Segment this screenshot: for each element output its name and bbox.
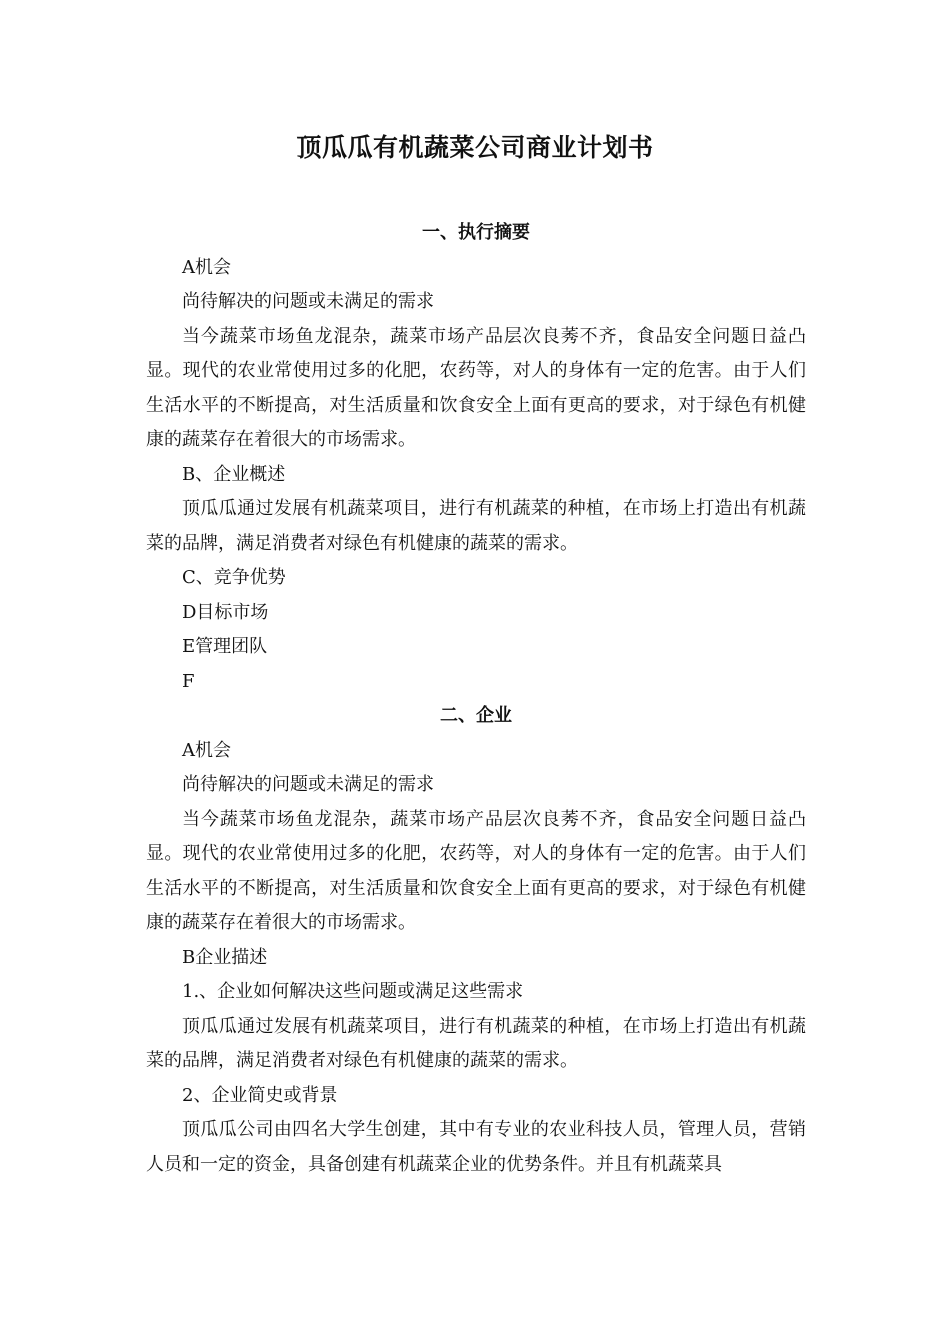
paragraph-company-overview: 顶瓜瓜通过发展有机蔬菜项目，进行有机蔬菜的种植，在市场上打造出有机蔬菜的品牌，满足消费者对绿色有机健康的蔬菜的需求。	[146, 498, 806, 554]
subheading-opportunity-2: A机会	[182, 739, 231, 761]
paragraph-company-history: 顶瓜瓜公司由四名大学生创建，其中有专业的农业科技人员，管理人员，营销人员和一定的资金，具备创建有机蔬菜企业的优势条件。并且有机蔬菜具	[146, 1119, 806, 1175]
subheading-unmet-needs: 尚待解决的问题或未满足的需求	[182, 291, 434, 312]
section-heading-enterprise: 二、企业	[440, 705, 512, 726]
subheading-company-overview: B、企业概述	[182, 463, 286, 485]
subheading-company-description: B企业描述	[182, 946, 268, 968]
document-body	[146, 216, 806, 1182]
paragraph-market-problem: 当今蔬菜市场鱼龙混杂，蔬菜市场产品层次良莠不齐，食品安全问题日益凸显。现代的农业常使用过多的化肥，农药等，对人的身体有一定的危害。由于人们生活水平的不断提高，对生活质量和饮食安全上面有更高的要求，对于绿色有机健康的蔬菜存在着很大的市场需求。	[146, 325, 806, 450]
section-heading-executive-summary: 一、执行摘要	[422, 222, 530, 243]
document-title: 顶瓜瓜有机蔬菜公司商业计划书	[296, 133, 654, 162]
subheading-f: F	[182, 670, 195, 692]
subheading-unmet-needs-2: 尚待解决的问题或未满足的需求	[182, 774, 434, 795]
subheading-target-market: D目标市场	[182, 601, 269, 623]
subheading-company-history: 2、企业简史或背景	[182, 1084, 338, 1106]
subheading-competitive-advantage: C、竞争优势	[182, 567, 286, 588]
subheading-how-solve-problems: 1.、企业如何解决这些问题或满足这些需求	[182, 981, 524, 1002]
paragraph-market-problem-2: 当今蔬菜市场鱼龙混杂，蔬菜市场产品层次良莠不齐，食品安全问题日益凸显。现代的农业常使用过多的化肥，农药等，对人的身体有一定的危害。由于人们生活水平的不断提高，对生活质量和饮食安全上面有更高的要求，对于绿色有机健康的蔬菜存在着很大的市场需求。	[146, 808, 806, 933]
paragraph-how-solve-problems: 顶瓜瓜通过发展有机蔬菜项目，进行有机蔬菜的种植，在市场上打造出有机蔬菜的品牌，满足消费者对绿色有机健康的蔬菜的需求。	[146, 1015, 806, 1071]
subheading-opportunity: A机会	[182, 256, 231, 278]
subheading-management-team: E管理团队	[182, 636, 268, 657]
